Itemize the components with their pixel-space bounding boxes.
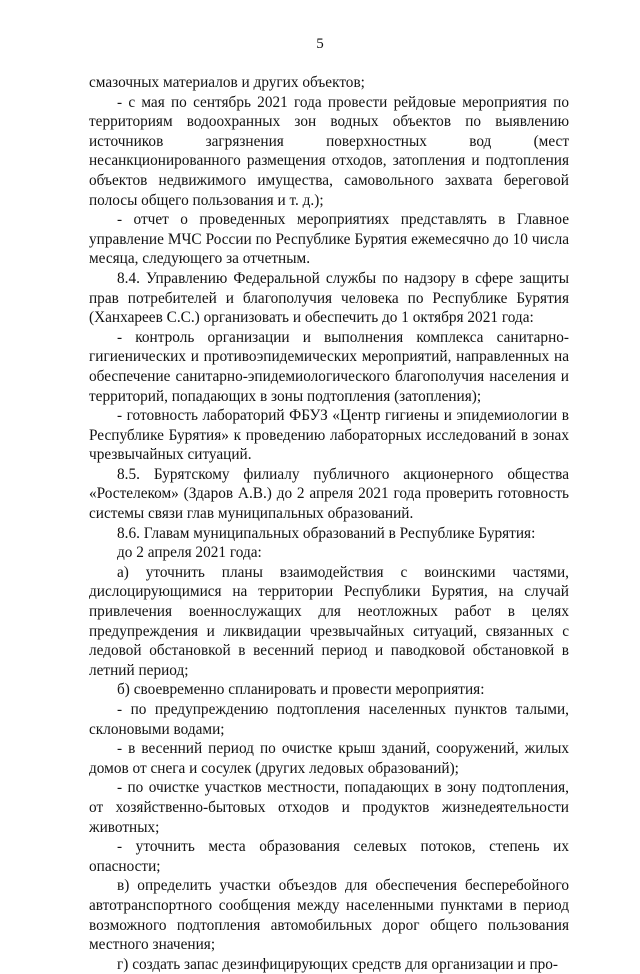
paragraph: - контроль организации и выполнения комплекса санитарно-гигиенических и противоэпидемических мероприятий, направленных на обеспечение санитарно-эпидемиологического благополучия населения и территорий, попадающих в зоны подтопления (затопления); bbox=[89, 328, 569, 405]
paragraph: 8.5. Бурятскому филиалу публичного акционерного общества «Ростелеком» (Здаров А.В.) до 2 апреля 2021 года проверить готовность системы связи глав муниципальных образований. bbox=[89, 465, 569, 523]
paragraph: 8.6. Главам муниципальных образований в Республике Бурятия: bbox=[117, 524, 536, 542]
paragraph: а) уточнить планы взаимодействия с воинскими частями, дислоцирующимися на территории Республики Бурятия, на случай привлечения военнослужащих для неотложных работ в целях предупреждения и ликвидации чрезвычайных ситуаций, связанных с ледовой обстановкой в весенний период и паводковой обстановкой в летний период; bbox=[89, 563, 569, 679]
paragraph: 8.4. Управлению Федеральной службы по надзору в сфере защиты прав потребителей и благополучия человека по Республике Бурятия (Ханхареев С.С.) организовать и обеспечить до 1 октября 2021 года: bbox=[89, 269, 569, 327]
paragraph: - готовность лабораторий ФБУЗ «Центр гигиены и эпидемиологии в Республике Бурятия» к проведению лабораторных исследований в зонах чрезвычайных ситуаций. bbox=[89, 407, 569, 464]
paragraph: - отчет о проведенных мероприятиях представлять в Главное управление МЧС России по Республике Бурятия ежемесячно до 10 числа месяца, следующего за отчетным. bbox=[89, 211, 569, 268]
paragraph: - в весенний период по очистке крыш зданий, сооружений, жилых домов от снега и сосулек (других ледовых образований); bbox=[89, 740, 569, 777]
paragraph: - уточнить места образования селевых потоков, степень их опасности; bbox=[89, 838, 569, 875]
paragraph: - с мая по сентябрь 2021 года провести рейдовые мероприятия по территориям водоохранных зон водных объектов по выявлению источников загрязнения поверхностных вод (мест несанкционированного размещения отходов, затопления и подтопления объектов недвижимого имущества, самовольного захвата береговой полосы общего пользования и т. д.); bbox=[89, 93, 569, 209]
paragraph: - по предупреждению подтопления населенных пунктов талыми, склоновыми водами; bbox=[89, 701, 569, 738]
paragraph: до 2 апреля 2021 года: bbox=[117, 544, 262, 562]
paragraph: смазочных материалов и других объектов; bbox=[89, 74, 365, 91]
paragraph: - по очистке участков местности, попадающих в зону подтопления, от хозяйственно-бытовых отходов и продуктов жизнедеятельности животных; bbox=[89, 779, 569, 836]
paragraph: г) создать запас дезинфицирующих средств для организации и про- bbox=[117, 955, 559, 973]
document-body bbox=[89, 73, 569, 974]
paragraph: в) определить участки объездов для обеспечения бесперебойного автотранспортного сообщения между населенными пунктами в период возможного подтопления автомобильных дорог общего пользования местного значения; bbox=[89, 877, 569, 954]
page-number: 5 bbox=[316, 36, 324, 52]
paragraph: б) своевременно спланировать и провести мероприятия: bbox=[117, 681, 485, 699]
